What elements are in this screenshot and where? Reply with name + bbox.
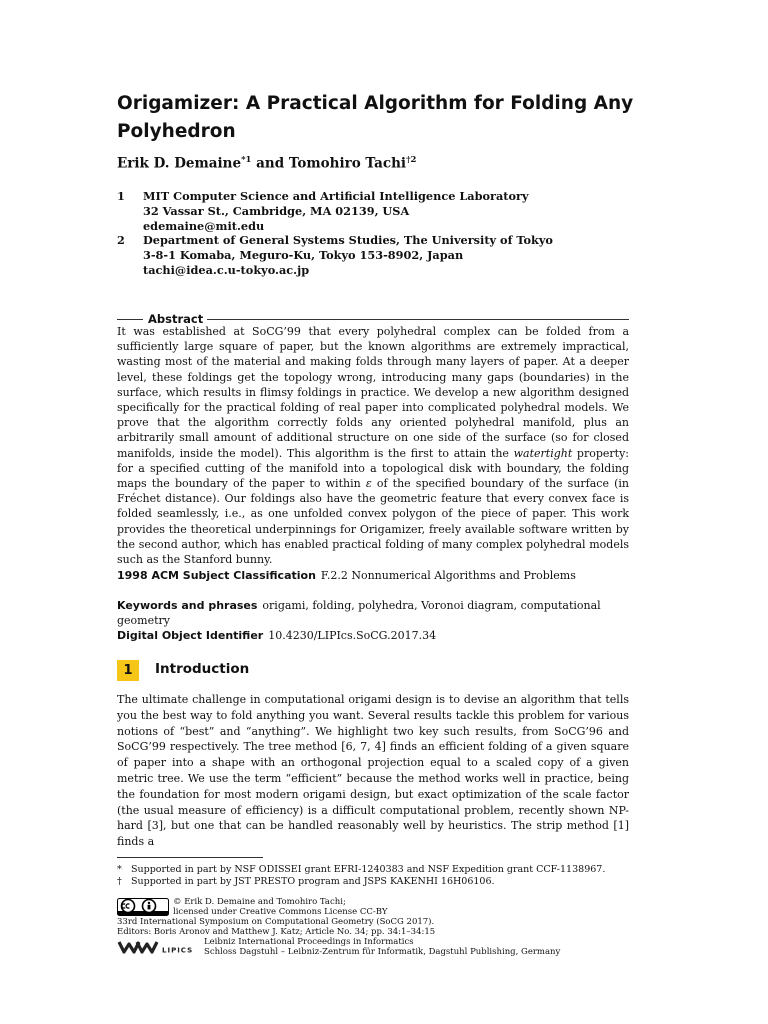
footnote-2	[117, 876, 495, 888]
lipics-logo-text: LIPICS	[162, 946, 194, 955]
publisher-line: Schloss Dagstuhl – Leibniz-Zentrum für Informatik, Dagstuhl Publishing, Germany	[204, 947, 561, 957]
affiliation-address: 32 Vassar St., Cambridge, MA 02139, USA	[143, 204, 410, 218]
introduction-text	[117, 692, 629, 850]
abstract-label: Abstract	[148, 312, 204, 326]
affiliation-address: 3-8-1 Komaba, Meguro-Ku, Tokyo 153-8902, Japan	[143, 248, 464, 262]
footnote-mark: *	[117, 864, 122, 875]
copyright-line: © Erik D. Demaine and Tomohiro Tachi;	[173, 897, 346, 907]
abstract-emphasis: watertight	[513, 446, 573, 460]
acm-value: F.2.2 Nonnumerical Algorithms and Problems	[320, 569, 576, 582]
footnote-text: Supported in part by NSF ODISSEI grant EFRI-1240383 and NSF Expedition grant CCF-1138967.	[131, 864, 606, 875]
affiliation-institution: MIT Computer Science and Artificial Intelligence Laboratory	[143, 189, 529, 203]
section-title: Introduction	[155, 661, 250, 677]
affiliation-email: tachi@idea.c.u-tokyo.ac.jp	[143, 263, 310, 277]
footnote-divider	[117, 857, 263, 858]
abstract-segment: of the specified boundary of the surface (in Fréchet distance). Our foldings also have the geometric feature that every convex face is folded seamlessly, i.e., as one unfolded convex polygon of the piece of paper. This work provides the theoretical underpinnings for Origamizer, freely available software written by the second author, which has enabled practical folding of many complex polyhedral models such as the Stanford bunny.	[117, 477, 629, 567]
introduction-paragraph: The ultimate challenge in computational origami design is to devise an algorithm that tells you the best way to fold anything you want. Several results tackle this problem for various notions of “best” and “anything”. We highlight two key such results, from SoCG’96 and SoCG’99 respectively. The tree method [6, 7, 4] finds an efficient folding of a given square of paper into a shape with an orthogonal projection equal to a scaled copy of a given metric tree. We use the term “efficient” because the method works well in practice, being the foundation for most modern origami design, but exact optimization of the scale factor (the usual measure of efficiency) is a difficult computational problem, recently shown NP-hard [3], but one that can be handled reasonably well by heuristics. The strip method [1] finds a	[117, 693, 629, 849]
license-line: licensed under Creative Commons License CC-BY	[173, 907, 388, 917]
doi-label: Digital Object Identifier	[117, 629, 264, 642]
author-conjunction: and	[251, 155, 289, 172]
doi	[117, 628, 629, 643]
affiliation-email: edemaine@mit.edu	[143, 219, 265, 233]
doi-value[interactable]: 10.4230/LIPIcs.SoCG.2017.34	[268, 629, 437, 642]
editors-line: Editors: Boris Aronov and Matthew J. Katz; Article No. 34; pp. 34:1–34:15	[117, 927, 436, 937]
author-line	[117, 155, 416, 172]
divider	[117, 319, 143, 320]
keywords-value: origami, folding, polyhedra, Voronoi diagram, computational geometry	[117, 599, 601, 627]
keywords-label: Keywords and phrases	[117, 599, 258, 612]
cc-by-license-icon	[117, 898, 169, 916]
footnote-1	[117, 864, 605, 876]
acm-classification	[117, 568, 629, 583]
footnote-mark: †	[117, 876, 122, 887]
lipics-logo-icon	[117, 938, 197, 958]
author-demaine: Erik D. Demaine	[117, 155, 242, 172]
abstract-epsilon: ε	[365, 477, 372, 491]
author-tachi: Tomohiro Tachi	[288, 155, 407, 172]
affiliation-number: 1	[117, 189, 125, 203]
abstract-segment: It was established at SoCG’99 that every polyhedral complex can be folded from a sufficiently large square of paper, but the known algorithms are extremely impractical, wasting most of the material and making folds through many layers of paper. At a deeper level, these foldings get the topology wrong, introducing many gaps (boundaries) in the surface, which results in flimsy foldings in practice. We develop a new algorithm designed specifically for the practical folding of real paper into complicated polyhedral models. We prove that the algorithm correctly folds any oriented polyhedral manifold, plus an arbitrarily small amount of additional structure on one side of the surface (so for closed manifolds, inside the model). This algorithm is the first to attain the	[117, 325, 629, 460]
author-tachi-marker: †2	[406, 155, 417, 165]
acm-label: 1998 ACM Subject Classification	[117, 569, 316, 582]
keywords	[117, 598, 629, 628]
affiliation-number: 2	[117, 233, 125, 247]
divider	[207, 319, 629, 320]
abstract-segment: property: for a specified cutting of the manifold into a topological disk with boundary, the folding maps the boundary of the paper to within	[117, 446, 629, 491]
author-demaine-marker: *1	[241, 155, 252, 165]
affiliation-institution: Department of General Systems Studies, The University of Tokyo	[143, 233, 553, 247]
footnote-text: Supported in part by JST PRESTO program and JSPS KAKENHI 16H06106.	[131, 876, 495, 887]
venue-line: 33rd International Symposium on Computational Geometry (SoCG 2017).	[117, 917, 435, 927]
abstract-text	[117, 324, 629, 567]
series-line: Leibniz International Proceedings in Informatics	[204, 937, 414, 947]
paper-title: Origamizer: A Practical Algorithm for Folding Any Polyhedron	[117, 93, 634, 142]
section-number-badge: 1	[117, 660, 139, 681]
